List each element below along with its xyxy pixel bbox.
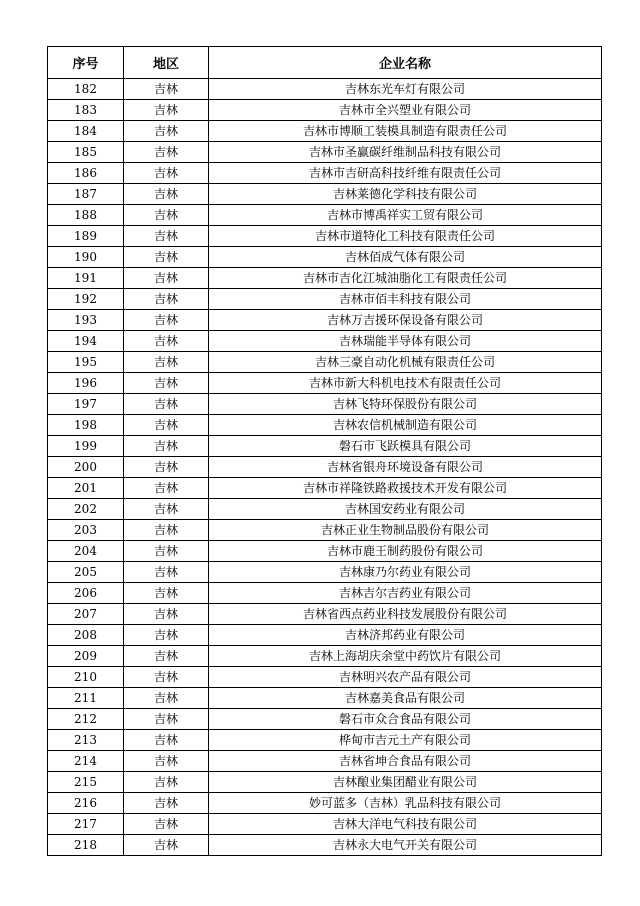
table-row bbox=[48, 730, 602, 751]
cell-company-name: 吉林佰成气体有限公司 bbox=[209, 247, 602, 268]
table-row bbox=[48, 352, 602, 373]
company-list-sheet bbox=[47, 46, 601, 856]
cell-serial-number: 206 bbox=[48, 583, 124, 604]
table-row bbox=[48, 772, 602, 793]
cell-company-name: 吉林市博禹祥实工贸有限公司 bbox=[209, 205, 602, 226]
cell-company-name: 吉林省坤合食品有限公司 bbox=[209, 751, 602, 772]
cell-company-name: 吉林省银舟环境设备有限公司 bbox=[209, 457, 602, 478]
header-region: 地区 bbox=[124, 47, 209, 79]
cell-company-name: 磐石市飞跃模具有限公司 bbox=[209, 436, 602, 457]
cell-region: 吉林 bbox=[124, 100, 209, 121]
table-row bbox=[48, 394, 602, 415]
table-body bbox=[48, 79, 602, 856]
table-row bbox=[48, 793, 602, 814]
table-row bbox=[48, 835, 602, 856]
cell-company-name: 吉林市道特化工科技有限责任公司 bbox=[209, 226, 602, 247]
cell-serial-number: 210 bbox=[48, 667, 124, 688]
table-row bbox=[48, 310, 602, 331]
cell-region: 吉林 bbox=[124, 625, 209, 646]
table-row bbox=[48, 583, 602, 604]
table-row bbox=[48, 814, 602, 835]
table-row bbox=[48, 604, 602, 625]
cell-region: 吉林 bbox=[124, 457, 209, 478]
table-row bbox=[48, 79, 602, 100]
cell-region: 吉林 bbox=[124, 562, 209, 583]
cell-serial-number: 186 bbox=[48, 163, 124, 184]
cell-serial-number: 194 bbox=[48, 331, 124, 352]
cell-company-name: 桦甸市吉元土产有限公司 bbox=[209, 730, 602, 751]
table-row bbox=[48, 436, 602, 457]
table-row bbox=[48, 457, 602, 478]
cell-region: 吉林 bbox=[124, 751, 209, 772]
cell-company-name: 吉林酿业集团醋业有限公司 bbox=[209, 772, 602, 793]
table-row bbox=[48, 205, 602, 226]
table-row bbox=[48, 268, 602, 289]
cell-serial-number: 208 bbox=[48, 625, 124, 646]
cell-serial-number: 217 bbox=[48, 814, 124, 835]
cell-region: 吉林 bbox=[124, 814, 209, 835]
cell-region: 吉林 bbox=[124, 541, 209, 562]
table-row bbox=[48, 562, 602, 583]
cell-serial-number: 197 bbox=[48, 394, 124, 415]
cell-company-name: 吉林吉尔吉药业有限公司 bbox=[209, 583, 602, 604]
cell-region: 吉林 bbox=[124, 436, 209, 457]
cell-company-name: 吉林市吉研高科技纤维有限责任公司 bbox=[209, 163, 602, 184]
table-row bbox=[48, 121, 602, 142]
cell-company-name: 吉林市博顺工装模具制造有限责任公司 bbox=[209, 121, 602, 142]
cell-serial-number: 189 bbox=[48, 226, 124, 247]
table-row bbox=[48, 667, 602, 688]
cell-company-name: 吉林正业生物制品股份有限公司 bbox=[209, 520, 602, 541]
cell-serial-number: 188 bbox=[48, 205, 124, 226]
cell-region: 吉林 bbox=[124, 121, 209, 142]
cell-company-name: 吉林市佰丰科技有限公司 bbox=[209, 289, 602, 310]
table-row bbox=[48, 415, 602, 436]
cell-region: 吉林 bbox=[124, 688, 209, 709]
cell-serial-number: 182 bbox=[48, 79, 124, 100]
header-row bbox=[48, 47, 602, 79]
table-row bbox=[48, 226, 602, 247]
cell-region: 吉林 bbox=[124, 289, 209, 310]
cell-serial-number: 193 bbox=[48, 310, 124, 331]
cell-serial-number: 183 bbox=[48, 100, 124, 121]
cell-serial-number: 209 bbox=[48, 646, 124, 667]
table-row bbox=[48, 163, 602, 184]
table-row bbox=[48, 289, 602, 310]
cell-company-name: 吉林市鹿王制药股份有限公司 bbox=[209, 541, 602, 562]
cell-company-name: 吉林东光车灯有限公司 bbox=[209, 79, 602, 100]
cell-serial-number: 211 bbox=[48, 688, 124, 709]
cell-serial-number: 198 bbox=[48, 415, 124, 436]
table-row bbox=[48, 247, 602, 268]
cell-serial-number: 202 bbox=[48, 499, 124, 520]
table-row bbox=[48, 688, 602, 709]
cell-serial-number: 200 bbox=[48, 457, 124, 478]
cell-company-name: 吉林市圣赢碳纤维制品科技有限公司 bbox=[209, 142, 602, 163]
cell-company-name: 吉林永大电气开关有限公司 bbox=[209, 835, 602, 856]
cell-region: 吉林 bbox=[124, 793, 209, 814]
cell-company-name: 吉林济邦药业有限公司 bbox=[209, 625, 602, 646]
cell-company-name: 吉林莱德化学科技有限公司 bbox=[209, 184, 602, 205]
company-table bbox=[47, 46, 602, 856]
cell-serial-number: 196 bbox=[48, 373, 124, 394]
header-serial-number: 序号 bbox=[48, 47, 124, 79]
table-row bbox=[48, 499, 602, 520]
cell-company-name: 吉林万吉援环保设备有限公司 bbox=[209, 310, 602, 331]
cell-company-name: 吉林嘉美食品有限公司 bbox=[209, 688, 602, 709]
cell-serial-number: 207 bbox=[48, 604, 124, 625]
cell-company-name: 吉林三豪自动化机械有限责任公司 bbox=[209, 352, 602, 373]
cell-region: 吉林 bbox=[124, 352, 209, 373]
table-row bbox=[48, 331, 602, 352]
cell-region: 吉林 bbox=[124, 772, 209, 793]
cell-company-name: 吉林飞特环保股份有限公司 bbox=[209, 394, 602, 415]
cell-company-name: 吉林农信机械制造有限公司 bbox=[209, 415, 602, 436]
cell-company-name: 吉林市全兴塑业有限公司 bbox=[209, 100, 602, 121]
cell-serial-number: 216 bbox=[48, 793, 124, 814]
cell-serial-number: 213 bbox=[48, 730, 124, 751]
cell-region: 吉林 bbox=[124, 604, 209, 625]
cell-region: 吉林 bbox=[124, 646, 209, 667]
cell-region: 吉林 bbox=[124, 205, 209, 226]
cell-region: 吉林 bbox=[124, 394, 209, 415]
table-row bbox=[48, 142, 602, 163]
cell-region: 吉林 bbox=[124, 709, 209, 730]
table-header bbox=[48, 47, 602, 79]
cell-company-name: 吉林国安药业有限公司 bbox=[209, 499, 602, 520]
cell-region: 吉林 bbox=[124, 835, 209, 856]
table-row bbox=[48, 709, 602, 730]
cell-serial-number: 190 bbox=[48, 247, 124, 268]
cell-region: 吉林 bbox=[124, 583, 209, 604]
cell-serial-number: 204 bbox=[48, 541, 124, 562]
cell-region: 吉林 bbox=[124, 415, 209, 436]
cell-serial-number: 184 bbox=[48, 121, 124, 142]
cell-region: 吉林 bbox=[124, 268, 209, 289]
table-row bbox=[48, 184, 602, 205]
cell-company-name: 吉林瑞能半导体有限公司 bbox=[209, 331, 602, 352]
cell-serial-number: 212 bbox=[48, 709, 124, 730]
cell-region: 吉林 bbox=[124, 142, 209, 163]
cell-serial-number: 195 bbox=[48, 352, 124, 373]
cell-region: 吉林 bbox=[124, 163, 209, 184]
cell-region: 吉林 bbox=[124, 184, 209, 205]
table-row bbox=[48, 520, 602, 541]
cell-company-name: 妙可蓝多（吉林）乳品科技有限公司 bbox=[209, 793, 602, 814]
table-row bbox=[48, 478, 602, 499]
table-row bbox=[48, 625, 602, 646]
cell-region: 吉林 bbox=[124, 310, 209, 331]
cell-region: 吉林 bbox=[124, 247, 209, 268]
cell-region: 吉林 bbox=[124, 499, 209, 520]
cell-serial-number: 191 bbox=[48, 268, 124, 289]
cell-company-name: 吉林上海胡庆余堂中药饮片有限公司 bbox=[209, 646, 602, 667]
cell-region: 吉林 bbox=[124, 373, 209, 394]
cell-company-name: 吉林市祥隆铁路救援技术开发有限公司 bbox=[209, 478, 602, 499]
header-company-name: 企业名称 bbox=[209, 47, 602, 79]
table-row bbox=[48, 541, 602, 562]
cell-region: 吉林 bbox=[124, 730, 209, 751]
cell-company-name: 吉林明兴农产品有限公司 bbox=[209, 667, 602, 688]
table-row bbox=[48, 751, 602, 772]
cell-serial-number: 205 bbox=[48, 562, 124, 583]
cell-serial-number: 215 bbox=[48, 772, 124, 793]
cell-serial-number: 218 bbox=[48, 835, 124, 856]
table-row bbox=[48, 100, 602, 121]
cell-region: 吉林 bbox=[124, 478, 209, 499]
cell-serial-number: 187 bbox=[48, 184, 124, 205]
cell-region: 吉林 bbox=[124, 331, 209, 352]
cell-serial-number: 199 bbox=[48, 436, 124, 457]
cell-company-name: 吉林市新大科机电技术有限责任公司 bbox=[209, 373, 602, 394]
cell-region: 吉林 bbox=[124, 226, 209, 247]
cell-region: 吉林 bbox=[124, 667, 209, 688]
cell-company-name: 磐石市众合食品有限公司 bbox=[209, 709, 602, 730]
cell-company-name: 吉林市吉化江城油脂化工有限责任公司 bbox=[209, 268, 602, 289]
table-row bbox=[48, 373, 602, 394]
cell-serial-number: 214 bbox=[48, 751, 124, 772]
cell-company-name: 吉林大洋电气科技有限公司 bbox=[209, 814, 602, 835]
cell-serial-number: 203 bbox=[48, 520, 124, 541]
cell-company-name: 吉林康乃尔药业有限公司 bbox=[209, 562, 602, 583]
cell-serial-number: 185 bbox=[48, 142, 124, 163]
cell-serial-number: 192 bbox=[48, 289, 124, 310]
cell-region: 吉林 bbox=[124, 79, 209, 100]
cell-serial-number: 201 bbox=[48, 478, 124, 499]
cell-region: 吉林 bbox=[124, 520, 209, 541]
table-row bbox=[48, 646, 602, 667]
cell-company-name: 吉林省西点药业科技发展股份有限公司 bbox=[209, 604, 602, 625]
